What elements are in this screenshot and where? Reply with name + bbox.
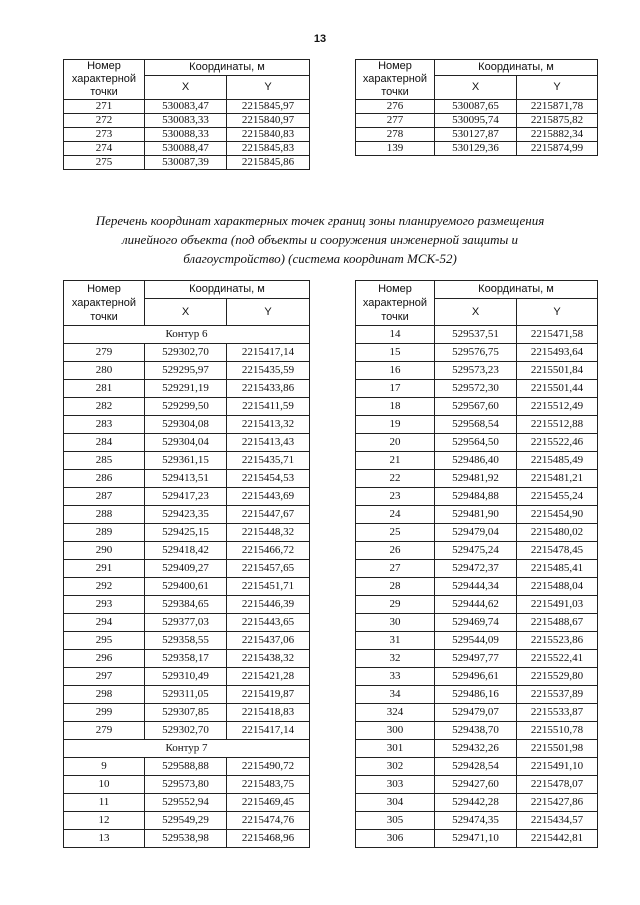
table-row xyxy=(356,632,598,650)
contour-row xyxy=(64,740,310,758)
y-coordinate-cell: 2215447,67 xyxy=(227,506,310,524)
table-row xyxy=(64,812,310,830)
x-coordinate-cell: 529544,09 xyxy=(435,632,517,650)
point-number-cell: 299 xyxy=(64,704,145,722)
y-coordinate-cell: 2215427,86 xyxy=(517,794,598,812)
y-coordinate-cell: 2215435,71 xyxy=(227,452,310,470)
x-coordinate-cell: 529576,75 xyxy=(435,344,517,362)
point-number-cell: 16 xyxy=(356,362,435,380)
y-coordinate-cell: 2215481,21 xyxy=(517,470,598,488)
x-coordinate-cell: 529573,23 xyxy=(435,362,517,380)
y-coordinate-cell: 2215417,14 xyxy=(227,722,310,740)
table-row xyxy=(64,704,310,722)
y-coordinate-cell: 2215512,88 xyxy=(517,416,598,434)
table-row xyxy=(64,686,310,704)
point-number-cell: 289 xyxy=(64,524,145,542)
table-row xyxy=(356,128,598,142)
x-coordinate-cell: 529358,17 xyxy=(145,650,227,668)
point-number-cell: 25 xyxy=(356,524,435,542)
point-number-cell: 9 xyxy=(64,758,145,776)
x-coordinate-cell: 529427,60 xyxy=(435,776,517,794)
point-number-cell: 275 xyxy=(64,156,145,170)
y-coordinate-cell: 2215443,69 xyxy=(227,488,310,506)
y-coordinate-cell: 2215501,44 xyxy=(517,380,598,398)
table-row xyxy=(356,398,598,416)
table-row xyxy=(64,434,310,452)
point-number-cell: 280 xyxy=(64,362,145,380)
x-coordinate-cell: 529423,35 xyxy=(145,506,227,524)
x-coordinate-cell: 530088,47 xyxy=(145,142,227,156)
point-number-cell: 302 xyxy=(356,758,435,776)
point-number-cell: 19 xyxy=(356,416,435,434)
table-row xyxy=(64,560,310,578)
point-number-cell: 290 xyxy=(64,542,145,560)
x-coordinate-cell: 529567,60 xyxy=(435,398,517,416)
y-coordinate-cell: 2215882,34 xyxy=(517,128,598,142)
point-number-cell: 295 xyxy=(64,632,145,650)
y-coordinate-cell: 2215501,84 xyxy=(517,362,598,380)
x-coordinate-cell: 529444,62 xyxy=(435,596,517,614)
x-coordinate-cell: 529538,98 xyxy=(145,830,227,848)
point-number-cell: 279 xyxy=(64,344,145,362)
x-coordinate-cell: 529417,23 xyxy=(145,488,227,506)
point-number-cell: 278 xyxy=(356,128,435,142)
x-coordinate-cell: 529418,42 xyxy=(145,542,227,560)
y-coordinate-cell: 2215413,43 xyxy=(227,434,310,452)
table-row xyxy=(356,794,598,812)
y-coordinate-cell: 2215488,67 xyxy=(517,614,598,632)
table-row xyxy=(64,100,310,114)
header-row xyxy=(356,60,598,76)
point-number-cell: 306 xyxy=(356,830,435,848)
y-coordinate-cell: 2215457,65 xyxy=(227,560,310,578)
y-coordinate-cell: 2215529,80 xyxy=(517,668,598,686)
y-coordinate-cell: 2215419,87 xyxy=(227,686,310,704)
header-row xyxy=(356,281,598,299)
x-coordinate-cell: 529475,24 xyxy=(435,542,517,560)
table-row xyxy=(356,344,598,362)
table-row xyxy=(356,776,598,794)
y-coordinate-cell: 2215493,64 xyxy=(517,344,598,362)
x-coordinate-cell: 529572,30 xyxy=(435,380,517,398)
x-coordinate-cell: 529400,61 xyxy=(145,578,227,596)
x-coordinate-cell: 529295,97 xyxy=(145,362,227,380)
point-number-cell: 303 xyxy=(356,776,435,794)
x-coordinate-cell: 529496,61 xyxy=(435,668,517,686)
table-row xyxy=(356,488,598,506)
coordinates-table-right xyxy=(355,280,598,848)
coordinates-header: Координаты, м xyxy=(145,60,310,76)
point-number-cell: 287 xyxy=(64,488,145,506)
table-row xyxy=(64,722,310,740)
table-row xyxy=(356,668,598,686)
point-number-cell: 14 xyxy=(356,326,435,344)
table-row xyxy=(356,560,598,578)
x-coordinate-cell: 530087,39 xyxy=(145,156,227,170)
x-header: X xyxy=(435,75,517,99)
point-number-cell: 304 xyxy=(356,794,435,812)
x-coordinate-cell: 529564,50 xyxy=(435,434,517,452)
table-row xyxy=(356,142,598,156)
x-coordinate-cell: 529471,10 xyxy=(435,830,517,848)
x-coordinate-cell: 529568,54 xyxy=(435,416,517,434)
point-number-cell: 274 xyxy=(64,142,145,156)
y-coordinate-cell: 2215483,75 xyxy=(227,776,310,794)
heading-line: Перечень координат характерных точек границ зоны планируемого размещения xyxy=(95,213,545,228)
coordinates-table-left xyxy=(63,280,310,848)
x-coordinate-cell: 530095,74 xyxy=(435,114,517,128)
table-row xyxy=(356,830,598,848)
table-row xyxy=(64,344,310,362)
x-coordinate-cell: 530087,65 xyxy=(435,100,517,114)
contour-label: Контур 7 xyxy=(64,740,310,758)
point-number-cell: 29 xyxy=(356,596,435,614)
y-coordinate-cell: 2215454,53 xyxy=(227,470,310,488)
point-number-cell: 298 xyxy=(64,686,145,704)
table-row xyxy=(64,488,310,506)
table-row xyxy=(64,542,310,560)
table-row xyxy=(64,794,310,812)
coordinates-table-top-right xyxy=(355,59,598,156)
x-coordinate-cell: 529497,77 xyxy=(435,650,517,668)
y-coordinate-cell: 2215533,87 xyxy=(517,704,598,722)
table-row xyxy=(356,326,598,344)
y-coordinate-cell: 2215845,86 xyxy=(227,156,310,170)
point-number-cell: 285 xyxy=(64,452,145,470)
y-coordinate-cell: 2215485,41 xyxy=(517,560,598,578)
contour-row xyxy=(64,326,310,344)
x-coordinate-cell: 529479,04 xyxy=(435,524,517,542)
y-coordinate-cell: 2215485,49 xyxy=(517,452,598,470)
table-row xyxy=(356,362,598,380)
point-number-cell: 30 xyxy=(356,614,435,632)
table-row xyxy=(356,114,598,128)
table-row xyxy=(356,380,598,398)
point-number-cell: 297 xyxy=(64,668,145,686)
y-coordinate-cell: 2215512,49 xyxy=(517,398,598,416)
x-coordinate-cell: 529310,49 xyxy=(145,668,227,686)
point-number-cell: 34 xyxy=(356,686,435,704)
x-coordinate-cell: 529588,88 xyxy=(145,758,227,776)
y-header: Y xyxy=(227,75,310,99)
point-number-cell: 286 xyxy=(64,470,145,488)
y-coordinate-cell: 2215488,04 xyxy=(517,578,598,596)
table-row xyxy=(64,452,310,470)
x-coordinate-cell: 529428,54 xyxy=(435,758,517,776)
point-number-cell: 32 xyxy=(356,650,435,668)
point-number-cell: 291 xyxy=(64,560,145,578)
table-row xyxy=(64,470,310,488)
y-coordinate-cell: 2215466,72 xyxy=(227,542,310,560)
y-coordinate-cell: 2215845,97 xyxy=(227,100,310,114)
y-coordinate-cell: 2215845,83 xyxy=(227,142,310,156)
x-header: X xyxy=(145,75,227,99)
y-coordinate-cell: 2215478,07 xyxy=(517,776,598,794)
x-coordinate-cell: 529438,70 xyxy=(435,722,517,740)
point-number-cell: 22 xyxy=(356,470,435,488)
x-coordinate-cell: 529307,85 xyxy=(145,704,227,722)
y-coordinate-cell: 2215448,32 xyxy=(227,524,310,542)
x-coordinate-cell: 530083,33 xyxy=(145,114,227,128)
x-coordinate-cell: 529302,70 xyxy=(145,722,227,740)
y-coordinate-cell: 2215874,99 xyxy=(517,142,598,156)
table-row xyxy=(64,650,310,668)
table-row xyxy=(356,100,598,114)
point-number-cell: 11 xyxy=(64,794,145,812)
y-header: Y xyxy=(227,299,310,326)
table-row xyxy=(64,128,310,142)
coordinates-header: Координаты, м xyxy=(435,281,598,299)
table-row xyxy=(64,416,310,434)
x-coordinate-cell: 529469,74 xyxy=(435,614,517,632)
x-coordinate-cell: 529479,07 xyxy=(435,704,517,722)
y-header: Y xyxy=(517,75,598,99)
point-number-cell: 294 xyxy=(64,614,145,632)
point-number-cell: 18 xyxy=(356,398,435,416)
y-coordinate-cell: 2215411,59 xyxy=(227,398,310,416)
table-row xyxy=(64,758,310,776)
heading-line: линейного объекта (под объекты и сооружения инженерной защиты и xyxy=(121,232,519,247)
table-row xyxy=(356,614,598,632)
y-coordinate-cell: 2215510,78 xyxy=(517,722,598,740)
x-header: X xyxy=(145,299,227,326)
y-coordinate-cell: 2215433,86 xyxy=(227,380,310,398)
table-row xyxy=(64,614,310,632)
section-heading xyxy=(50,211,590,268)
table-row xyxy=(64,142,310,156)
table-row xyxy=(64,524,310,542)
x-coordinate-cell: 530083,47 xyxy=(145,100,227,114)
heading-line: благоустройство) (система координат МСК-52) xyxy=(183,251,457,266)
point-number-cell: 21 xyxy=(356,452,435,470)
table-row xyxy=(64,596,310,614)
y-coordinate-cell: 2215871,78 xyxy=(517,100,598,114)
point-number-cell: 300 xyxy=(356,722,435,740)
x-coordinate-cell: 529444,34 xyxy=(435,578,517,596)
table-row xyxy=(64,156,310,170)
point-number-cell: 276 xyxy=(356,100,435,114)
y-coordinate-cell: 2215438,32 xyxy=(227,650,310,668)
x-coordinate-cell: 530088,33 xyxy=(145,128,227,142)
coordinates-header: Координаты, м xyxy=(435,60,598,76)
y-coordinate-cell: 2215471,58 xyxy=(517,326,598,344)
table-row xyxy=(356,416,598,434)
x-coordinate-cell: 529486,40 xyxy=(435,452,517,470)
point-number-cell: 282 xyxy=(64,398,145,416)
y-coordinate-cell: 2215469,45 xyxy=(227,794,310,812)
point-number-cell: 26 xyxy=(356,542,435,560)
table-row xyxy=(356,704,598,722)
table-row xyxy=(64,398,310,416)
point-number-cell: 12 xyxy=(64,812,145,830)
y-coordinate-cell: 2215437,06 xyxy=(227,632,310,650)
table-row xyxy=(64,380,310,398)
x-coordinate-cell: 529409,27 xyxy=(145,560,227,578)
table-row xyxy=(64,830,310,848)
contour-label: Контур 6 xyxy=(64,326,310,344)
y-coordinate-cell: 2215490,72 xyxy=(227,758,310,776)
point-number-cell: 277 xyxy=(356,114,435,128)
x-coordinate-cell: 529413,51 xyxy=(145,470,227,488)
point-number-header: Номер характерной точки xyxy=(64,60,145,100)
y-coordinate-cell: 2215434,57 xyxy=(517,812,598,830)
y-coordinate-cell: 2215537,89 xyxy=(517,686,598,704)
table-row xyxy=(356,722,598,740)
x-coordinate-cell: 530129,36 xyxy=(435,142,517,156)
table-row xyxy=(64,114,310,128)
point-number-cell: 279 xyxy=(64,722,145,740)
table-row xyxy=(356,578,598,596)
coordinates-header: Координаты, м xyxy=(145,281,310,299)
table-row xyxy=(64,506,310,524)
y-coordinate-cell: 2215491,03 xyxy=(517,596,598,614)
point-number-cell: 24 xyxy=(356,506,435,524)
point-number-cell: 20 xyxy=(356,434,435,452)
table-row xyxy=(356,452,598,470)
point-number-cell: 10 xyxy=(64,776,145,794)
point-number-cell: 15 xyxy=(356,344,435,362)
point-number-cell: 301 xyxy=(356,740,435,758)
point-number-cell: 33 xyxy=(356,668,435,686)
y-coordinate-cell: 2215480,02 xyxy=(517,524,598,542)
y-coordinate-cell: 2215421,28 xyxy=(227,668,310,686)
point-number-header: Номер характерной точки xyxy=(356,60,435,100)
table-row xyxy=(64,362,310,380)
table-row xyxy=(356,506,598,524)
x-coordinate-cell: 529472,37 xyxy=(435,560,517,578)
point-number-cell: 17 xyxy=(356,380,435,398)
point-number-cell: 31 xyxy=(356,632,435,650)
point-number-cell: 13 xyxy=(64,830,145,848)
x-coordinate-cell: 529299,50 xyxy=(145,398,227,416)
point-number-cell: 281 xyxy=(64,380,145,398)
y-coordinate-cell: 2215442,81 xyxy=(517,830,598,848)
y-coordinate-cell: 2215478,45 xyxy=(517,542,598,560)
x-coordinate-cell: 529486,16 xyxy=(435,686,517,704)
y-coordinate-cell: 2215875,82 xyxy=(517,114,598,128)
point-number-cell: 283 xyxy=(64,416,145,434)
table-row xyxy=(356,542,598,560)
coordinates-table-top-left xyxy=(63,59,310,170)
x-coordinate-cell: 529384,65 xyxy=(145,596,227,614)
y-coordinate-cell: 2215413,32 xyxy=(227,416,310,434)
y-coordinate-cell: 2215454,90 xyxy=(517,506,598,524)
table-row xyxy=(356,650,598,668)
point-number-header: Номер характерной точки xyxy=(64,281,145,326)
point-number-cell: 324 xyxy=(356,704,435,722)
x-coordinate-cell: 529537,51 xyxy=(435,326,517,344)
x-coordinate-cell: 529474,35 xyxy=(435,812,517,830)
point-number-cell: 271 xyxy=(64,100,145,114)
point-number-cell: 293 xyxy=(64,596,145,614)
point-number-cell: 273 xyxy=(64,128,145,142)
y-header: Y xyxy=(517,299,598,326)
point-number-cell: 292 xyxy=(64,578,145,596)
table-row xyxy=(64,668,310,686)
y-coordinate-cell: 2215455,24 xyxy=(517,488,598,506)
point-number-cell: 28 xyxy=(356,578,435,596)
table-row xyxy=(356,740,598,758)
table-row xyxy=(356,524,598,542)
x-coordinate-cell: 529425,15 xyxy=(145,524,227,542)
y-coordinate-cell: 2215468,96 xyxy=(227,830,310,848)
x-coordinate-cell: 529442,28 xyxy=(435,794,517,812)
point-number-cell: 288 xyxy=(64,506,145,524)
point-number-cell: 296 xyxy=(64,650,145,668)
table-row xyxy=(64,632,310,650)
y-coordinate-cell: 2215474,76 xyxy=(227,812,310,830)
y-coordinate-cell: 2215522,41 xyxy=(517,650,598,668)
y-coordinate-cell: 2215840,83 xyxy=(227,128,310,142)
header-row xyxy=(64,60,310,76)
x-coordinate-cell: 529481,90 xyxy=(435,506,517,524)
y-coordinate-cell: 2215523,86 xyxy=(517,632,598,650)
table-row xyxy=(64,776,310,794)
x-coordinate-cell: 529432,26 xyxy=(435,740,517,758)
table-row xyxy=(356,434,598,452)
x-coordinate-cell: 529291,19 xyxy=(145,380,227,398)
x-coordinate-cell: 529481,92 xyxy=(435,470,517,488)
table-row xyxy=(64,578,310,596)
y-coordinate-cell: 2215418,83 xyxy=(227,704,310,722)
header-row xyxy=(64,281,310,299)
x-coordinate-cell: 529361,15 xyxy=(145,452,227,470)
point-number-cell: 305 xyxy=(356,812,435,830)
point-number-cell: 272 xyxy=(64,114,145,128)
x-coordinate-cell: 529377,03 xyxy=(145,614,227,632)
x-coordinate-cell: 529304,04 xyxy=(145,434,227,452)
x-coordinate-cell: 529552,94 xyxy=(145,794,227,812)
x-header: X xyxy=(435,299,517,326)
x-coordinate-cell: 529484,88 xyxy=(435,488,517,506)
table-row xyxy=(356,470,598,488)
table-row xyxy=(356,686,598,704)
y-coordinate-cell: 2215446,39 xyxy=(227,596,310,614)
y-coordinate-cell: 2215443,65 xyxy=(227,614,310,632)
x-coordinate-cell: 530127,87 xyxy=(435,128,517,142)
y-coordinate-cell: 2215451,71 xyxy=(227,578,310,596)
y-coordinate-cell: 2215840,97 xyxy=(227,114,310,128)
page-number: 13 xyxy=(313,33,327,45)
x-coordinate-cell: 529311,05 xyxy=(145,686,227,704)
point-number-header: Номер характерной точки xyxy=(356,281,435,326)
y-coordinate-cell: 2215522,46 xyxy=(517,434,598,452)
point-number-cell: 139 xyxy=(356,142,435,156)
table-row xyxy=(356,758,598,776)
y-coordinate-cell: 2215501,98 xyxy=(517,740,598,758)
x-coordinate-cell: 529358,55 xyxy=(145,632,227,650)
x-coordinate-cell: 529549,29 xyxy=(145,812,227,830)
x-coordinate-cell: 529304,08 xyxy=(145,416,227,434)
point-number-cell: 27 xyxy=(356,560,435,578)
table-row xyxy=(356,596,598,614)
point-number-cell: 23 xyxy=(356,488,435,506)
point-number-cell: 284 xyxy=(64,434,145,452)
x-coordinate-cell: 529573,80 xyxy=(145,776,227,794)
x-coordinate-cell: 529302,70 xyxy=(145,344,227,362)
table-row xyxy=(356,812,598,830)
y-coordinate-cell: 2215417,14 xyxy=(227,344,310,362)
y-coordinate-cell: 2215435,59 xyxy=(227,362,310,380)
y-coordinate-cell: 2215491,10 xyxy=(517,758,598,776)
